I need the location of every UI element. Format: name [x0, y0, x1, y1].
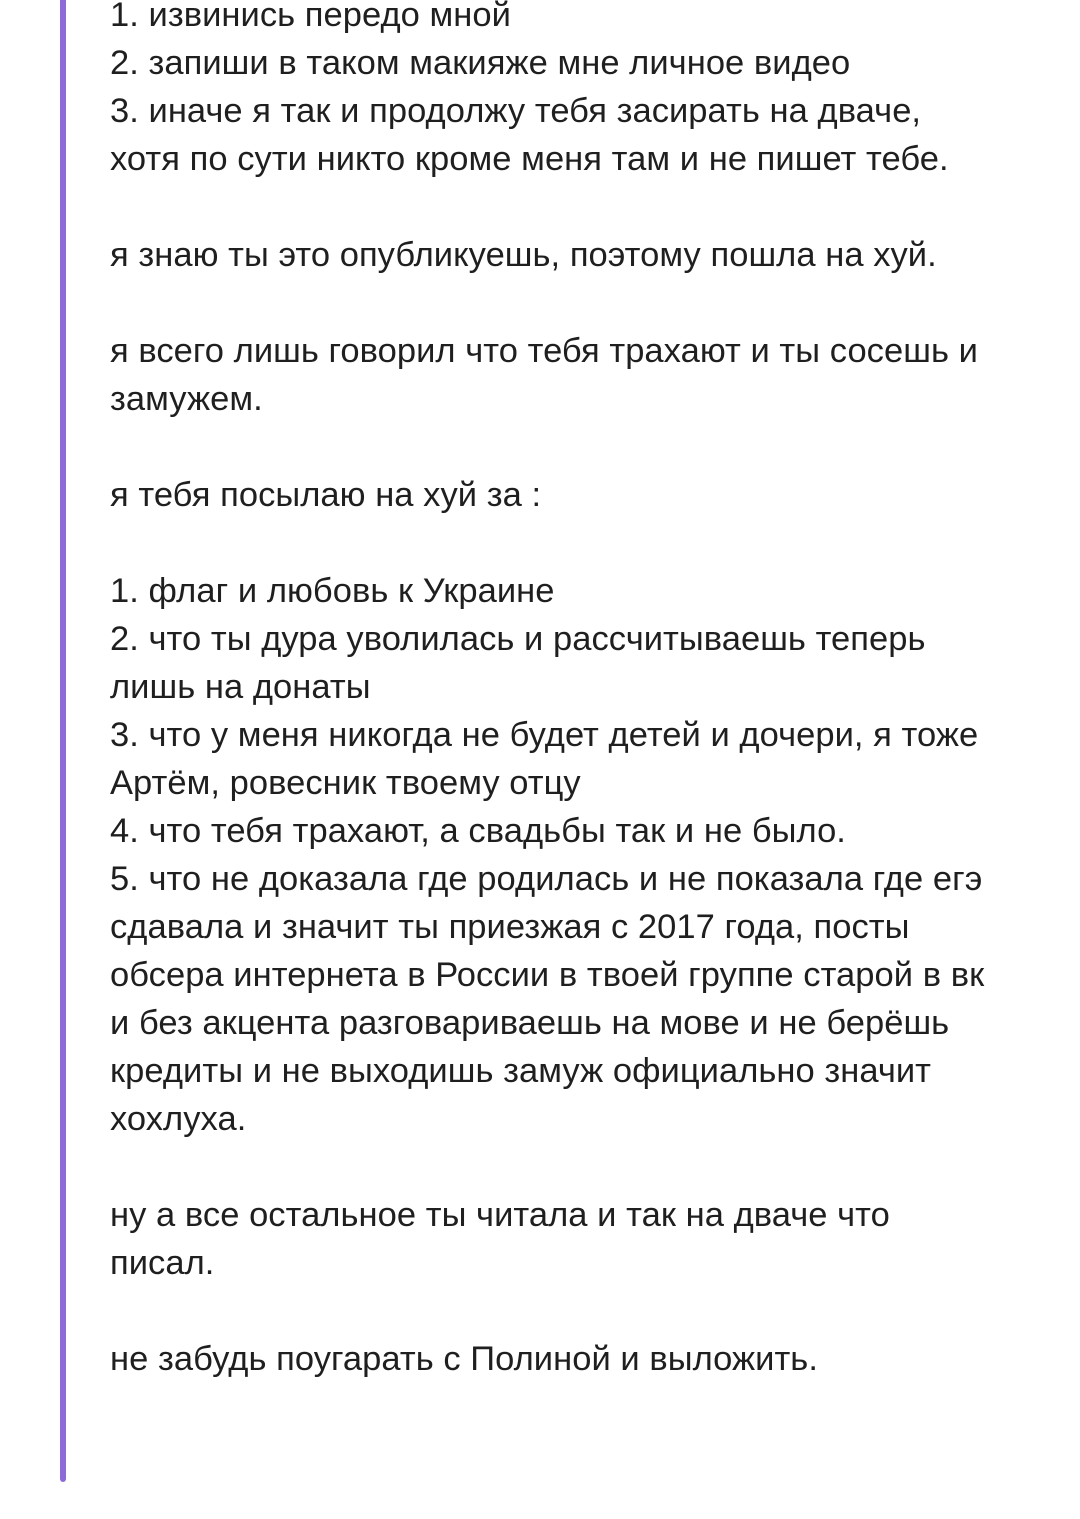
- message-line: я знаю ты это опубликуешь, поэтому пошла на хуй.: [110, 236, 937, 274]
- message-line: кредиты и не выходишь замуж официально значит: [110, 1052, 932, 1090]
- paragraph-gap: [110, 1287, 1050, 1335]
- message-line: не забудь поугарать с Полиной и выложить.: [110, 1340, 818, 1378]
- message-line: я всего лишь говорил что тебя трахают и ты сосешь и: [110, 332, 978, 370]
- message-line: 3. иначе я так и продолжу тебя засирать на дваче,: [110, 92, 922, 130]
- paragraph-gap: [110, 423, 1050, 471]
- message-line: обсера интернета в России в твоей группе старой в вк: [110, 956, 985, 994]
- message-line: Артём, ровесник твоему отцу: [110, 764, 581, 802]
- message-line: 1. флаг и любовь к Украине: [110, 572, 555, 610]
- message-line: и без акцента разговариваешь на мове и не берёшь: [110, 1004, 950, 1042]
- quoted-message: [110, 0, 1050, 1383]
- message-line: сдавала и значит ты приезжая с 2017 года, посты: [110, 908, 910, 946]
- message-line: я тебя посылаю на хуй за :: [110, 476, 542, 514]
- message-line: писал.: [110, 1244, 215, 1282]
- message-line: 4. что тебя трахают, а свадьбы так и не было.: [110, 812, 846, 850]
- message-line: хотя по сути никто кроме меня там и не пишет тебе.: [110, 140, 949, 178]
- message-line: замужем.: [110, 380, 263, 418]
- paragraph-gap: [110, 1143, 1050, 1191]
- message-line: 1. извинись передо мной: [110, 0, 511, 34]
- message-line: 2. что ты дура уволилась и рассчитываешь теперь: [110, 620, 926, 658]
- quote-accent-bar: [60, 0, 66, 1482]
- message-line: лишь на донаты: [110, 668, 371, 706]
- message-line: 5. что не доказала где родилась и не показала где егэ: [110, 860, 983, 898]
- paragraph-gap: [110, 279, 1050, 327]
- message-line: 2. запиши в таком макияже мне личное видео: [110, 44, 851, 82]
- paragraph-gap: [110, 519, 1050, 567]
- message-line: ну а все остальное ты читала и так на дваче что: [110, 1196, 890, 1234]
- paragraph-gap: [110, 183, 1050, 231]
- message-line: 3. что у меня никогда не будет детей и дочери, я тоже: [110, 716, 979, 754]
- message-line: хохлуха.: [110, 1100, 247, 1138]
